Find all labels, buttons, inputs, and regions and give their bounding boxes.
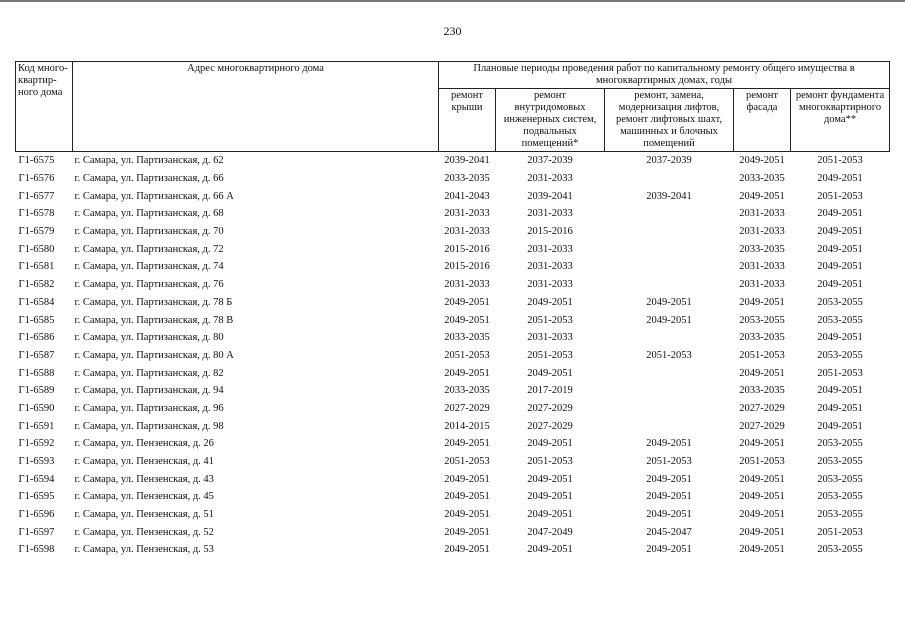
row-roof-period: 2031-2033 [444,279,490,291]
row-roof-period: 2051-2053 [444,349,490,361]
row-address: г. Самара, ул. Партизанская, д. 94 [74,385,224,397]
row-facade-period: 2051-2053 [739,349,785,361]
row-lift-period: 2049-2051 [646,438,692,450]
row-lift-period: 2045-2047 [646,526,692,538]
table-row [16,152,890,170]
table-row [16,294,890,312]
row-code: Г1-6580 [18,243,55,255]
row-lift-period: 2049-2051 [646,509,692,521]
table-row [16,311,890,329]
table-row [16,240,890,258]
row-engineering-period: 2031-2033 [527,261,573,273]
row-roof-period: 2015-2016 [444,243,490,255]
row-lift-period [605,205,734,223]
table-row [16,223,890,241]
header-engineering: ремонт внутридомовых инженерных систем, подвальных помещений* [496,89,605,152]
row-facade-period: 2049-2051 [739,367,785,379]
row-foundation-period: 2049-2051 [817,402,863,414]
row-address: г. Самара, ул. Пензенская, д. 41 [74,456,214,468]
row-facade-period: 2027-2029 [739,420,785,432]
row-roof-period: 2031-2033 [444,208,490,220]
row-code: Г1-6594 [18,473,55,485]
row-engineering-period: 2031-2033 [527,208,573,220]
row-roof-period: 2033-2035 [444,332,490,344]
row-engineering-period: 2049-2051 [527,367,573,379]
row-code: Г1-6584 [18,296,55,308]
row-code: Г1-6585 [18,314,55,326]
row-lift-period: 2037-2039 [646,155,692,167]
row-lift-period [605,276,734,294]
row-code: Г1-6590 [18,402,55,414]
row-code: Г1-6576 [18,173,55,185]
row-code: Г1-6575 [18,155,55,167]
row-address: г. Самара, ул. Партизанская, д. 98 [74,420,224,432]
row-code: Г1-6587 [18,349,55,361]
table-row [16,382,890,400]
row-address: г. Самара, ул. Партизанская, д. 72 [74,243,224,255]
row-lift-period: 2049-2051 [646,314,692,326]
row-facade-period: 2049-2051 [739,190,785,202]
row-foundation-period: 2053-2055 [817,456,863,468]
row-roof-period: 2049-2051 [444,296,490,308]
row-facade-period: 2033-2035 [739,332,785,344]
row-engineering-period: 2049-2051 [527,544,573,556]
row-engineering-period: 2027-2029 [527,420,573,432]
row-facade-period: 2033-2035 [739,243,785,255]
row-engineering-period: 2037-2039 [527,155,573,167]
row-roof-period: 2051-2053 [444,456,490,468]
capital-repair-table [15,61,890,559]
row-engineering-period: 2017-2019 [527,385,573,397]
row-engineering-period: 2049-2051 [527,491,573,503]
table-row [16,417,890,435]
row-engineering-period: 2049-2051 [527,438,573,450]
row-lift-period [605,170,734,188]
row-code: Г1-6589 [18,385,55,397]
table-body [16,152,890,559]
row-address: г. Самара, ул. Пензенская, д. 26 [74,438,214,450]
table-row [16,364,890,382]
row-facade-period: 2049-2051 [739,296,785,308]
row-lift-period [605,400,734,418]
row-code: Г1-6579 [18,226,55,238]
row-facade-period: 2053-2055 [739,314,785,326]
row-roof-period: 2033-2035 [444,173,490,185]
row-engineering-period: 2051-2053 [527,456,573,468]
table-header [16,62,890,152]
row-code: Г1-6582 [18,279,55,291]
row-facade-period: 2033-2035 [739,385,785,397]
row-facade-period: 2031-2033 [739,261,785,273]
table-row [16,470,890,488]
row-engineering-period: 2049-2051 [527,296,573,308]
table-row [16,523,890,541]
row-address: г. Самара, ул. Пензенская, д. 52 [74,526,214,538]
row-code: Г1-6586 [18,332,55,344]
row-facade-period: 2049-2051 [739,509,785,521]
row-lift-period [605,223,734,241]
row-foundation-period: 2049-2051 [817,226,863,238]
row-facade-period: 2031-2033 [739,226,785,238]
table-row [16,400,890,418]
row-lift-period [605,382,734,400]
row-facade-period: 2049-2051 [739,544,785,556]
table-row [16,347,890,365]
table-row [16,488,890,506]
row-lift-period [605,417,734,435]
header-address: Адрес многоквартирного дома [73,62,439,152]
row-code: Г1-6578 [18,208,55,220]
row-engineering-period: 2051-2053 [527,314,573,326]
row-address: г. Самара, ул. Партизанская, д. 78 Б [74,296,233,308]
row-foundation-period: 2053-2055 [817,491,863,503]
row-roof-period: 2031-2033 [444,226,490,238]
header-lifts: ремонт, замена, модернизация лифтов, ремонт лифтовых шахт, машинных и блочных помещений [605,89,734,152]
table-row [16,453,890,471]
row-roof-period: 2049-2051 [444,544,490,556]
row-facade-period: 2049-2051 [739,473,785,485]
row-foundation-period: 2049-2051 [817,279,863,291]
row-foundation-period: 2053-2055 [817,509,863,521]
table-row [16,329,890,347]
row-facade-period: 2051-2053 [739,456,785,468]
row-address: г. Самара, ул. Партизанская, д. 66 [74,173,224,185]
row-engineering-period: 2027-2029 [527,402,573,414]
row-lift-period: 2051-2053 [646,349,692,361]
page-number: 230 [443,24,462,38]
row-code: Г1-6577 [18,190,55,202]
row-foundation-period: 2049-2051 [817,332,863,344]
row-foundation-period: 2053-2055 [817,349,863,361]
row-address: г. Самара, ул. Пензенская, д. 43 [74,473,214,485]
row-address: г. Самара, ул. Партизанская, д. 76 [74,279,224,291]
row-foundation-period: 2053-2055 [817,544,863,556]
row-lift-period: 2049-2051 [646,473,692,485]
row-foundation-period: 2051-2053 [817,190,863,202]
row-lift-period [605,240,734,258]
row-address: г. Самара, ул. Партизанская, д. 62 [74,155,224,167]
header-periods: Плановые периоды проведения работ по капитальному ремонту общего имущества в многоквартирных домах, годы [439,62,890,89]
row-foundation-period: 2051-2053 [817,526,863,538]
row-roof-period: 2049-2051 [444,367,490,379]
row-address: г. Самара, ул. Пензенская, д. 51 [74,509,214,521]
row-facade-period: 2049-2051 [739,155,785,167]
header-code: Код много-квартир-ного дома [16,62,73,152]
row-foundation-period: 2051-2053 [817,367,863,379]
row-facade-period: 2033-2035 [739,173,785,185]
row-roof-period: 2049-2051 [444,491,490,503]
row-code: Г1-6592 [18,438,55,450]
row-foundation-period: 2053-2055 [817,314,863,326]
row-engineering-period: 2015-2016 [527,226,573,238]
page-top-rule [0,0,905,2]
row-lift-period [605,329,734,347]
table-row [16,205,890,223]
row-engineering-period: 2051-2053 [527,349,573,361]
row-foundation-period: 2053-2055 [817,296,863,308]
row-code: Г1-6591 [18,420,55,432]
row-roof-period: 2014-2015 [444,420,490,432]
row-roof-period: 2027-2029 [444,402,490,414]
row-code: Г1-6588 [18,367,55,379]
row-lift-period [605,258,734,276]
row-facade-period: 2027-2029 [739,402,785,414]
row-foundation-period: 2049-2051 [817,420,863,432]
row-address: г. Самара, ул. Партизанская, д. 80 А [74,349,234,361]
row-engineering-period: 2031-2033 [527,332,573,344]
table-row [16,258,890,276]
row-address: г. Самара, ул. Партизанская, д. 74 [74,261,224,273]
row-code: Г1-6596 [18,509,55,521]
row-engineering-period: 2031-2033 [527,243,573,255]
header-roof: ремонт крыши [439,89,496,152]
row-lift-period: 2051-2053 [646,456,692,468]
row-address: г. Самара, ул. Партизанская, д. 80 [74,332,224,344]
row-roof-period: 2015-2016 [444,261,490,273]
row-roof-period: 2039-2041 [444,155,490,167]
row-foundation-period: 2053-2055 [817,473,863,485]
row-facade-period: 2049-2051 [739,438,785,450]
row-foundation-period: 2051-2053 [817,155,863,167]
header-facade: ремонт фасада [734,89,791,152]
table-row [16,541,890,559]
row-roof-period: 2041-2043 [444,190,490,202]
row-address: г. Самара, ул. Партизанская, д. 82 [74,367,224,379]
table-row [16,187,890,205]
row-facade-period: 2049-2051 [739,526,785,538]
row-foundation-period: 2049-2051 [817,243,863,255]
row-lift-period: 2049-2051 [646,544,692,556]
row-address: г. Самара, ул. Партизанская, д. 66 А [74,190,234,202]
row-roof-period: 2049-2051 [444,473,490,485]
row-roof-period: 2049-2051 [444,526,490,538]
row-lift-period [605,364,734,382]
row-foundation-period: 2049-2051 [817,208,863,220]
row-foundation-period: 2049-2051 [817,173,863,185]
row-address: г. Самара, ул. Пензенская, д. 53 [74,544,214,556]
row-foundation-period: 2049-2051 [817,385,863,397]
row-code: Г1-6595 [18,491,55,503]
row-engineering-period: 2047-2049 [527,526,573,538]
row-lift-period: 2049-2051 [646,491,692,503]
table-row [16,276,890,294]
row-engineering-period: 2031-2033 [527,279,573,291]
row-code: Г1-6593 [18,456,55,468]
row-address: г. Самара, ул. Партизанская, д. 70 [74,226,224,238]
row-lift-period: 2049-2051 [646,296,692,308]
row-roof-period: 2033-2035 [444,385,490,397]
table-row [16,170,890,188]
row-address: г. Самара, ул. Пензенская, д. 45 [74,491,214,503]
row-engineering-period: 2049-2051 [527,509,573,521]
row-roof-period: 2049-2051 [444,314,490,326]
row-engineering-period: 2031-2033 [527,173,573,185]
table-row [16,506,890,524]
row-address: г. Самара, ул. Партизанская, д. 78 В [74,314,234,326]
row-roof-period: 2049-2051 [444,438,490,450]
row-address: г. Самара, ул. Партизанская, д. 96 [74,402,224,414]
row-foundation-period: 2053-2055 [817,438,863,450]
row-code: Г1-6597 [18,526,55,538]
row-facade-period: 2031-2033 [739,208,785,220]
row-address: г. Самара, ул. Партизанская, д. 68 [74,208,224,220]
row-engineering-period: 2049-2051 [527,473,573,485]
row-code: Г1-6581 [18,261,55,273]
row-foundation-period: 2049-2051 [817,261,863,273]
row-roof-period: 2049-2051 [444,509,490,521]
row-facade-period: 2049-2051 [739,491,785,503]
row-engineering-period: 2039-2041 [527,190,573,202]
row-code: Г1-6598 [18,544,55,556]
header-foundation: ремонт фундамента многоквартирного дома** [791,89,890,152]
table-row [16,435,890,453]
row-facade-period: 2031-2033 [739,279,785,291]
row-lift-period: 2039-2041 [646,190,692,202]
